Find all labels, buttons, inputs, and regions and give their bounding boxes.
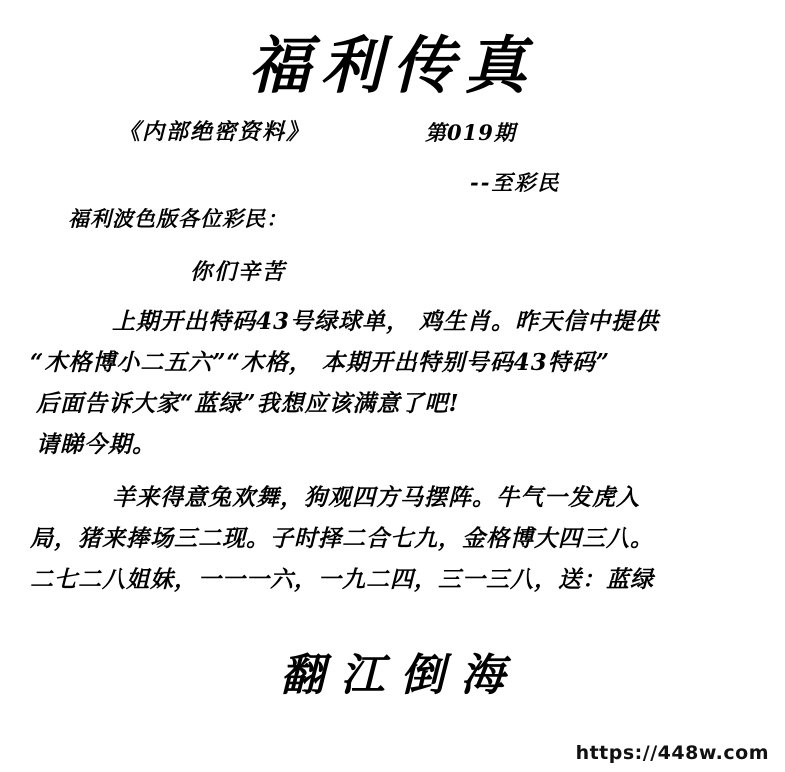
body-line-3: 后面告诉大家“蓝绿”我想应该满意了吧! (36, 390, 460, 418)
body-text (0, 302, 785, 601)
issue-number: 第019期 (425, 120, 516, 146)
body-line-4: 请睇今期。 (36, 431, 156, 459)
header-meta-row (0, 115, 785, 196)
verse-line-2: 局，猪来捧场三二现。子时择二合七九，金格博大四三八。 (30, 524, 654, 552)
recipient-line: --至彩民 (470, 170, 561, 196)
verse-line-1: 羊来得意兔欢舞，狗观四方马摆阵。牛气一发虎入 (112, 484, 640, 512)
greeting: 你们辛苦 (190, 259, 287, 286)
body-line-2: “木格博小二五六”“木格， 本期开出特别号码43特码” (30, 349, 610, 377)
document-subtitle: 《内部绝密资料》 (118, 119, 311, 146)
section-spacer (22, 466, 763, 478)
page-title: 福利传真 (248, 29, 537, 102)
footer-title: 翻江倒海 (280, 649, 521, 701)
verse-line-3: 二七二八姐妹，一一一六，一九二四，三一三八，送：蓝绿 (30, 565, 654, 593)
salutation: 福利波色版各位彩民： (68, 206, 288, 232)
watermark-url: https://448w.com (575, 742, 769, 764)
body-line-1: 上期开出特码43号绿球单， 鸡生肖。昨天信中提供 (112, 308, 660, 336)
